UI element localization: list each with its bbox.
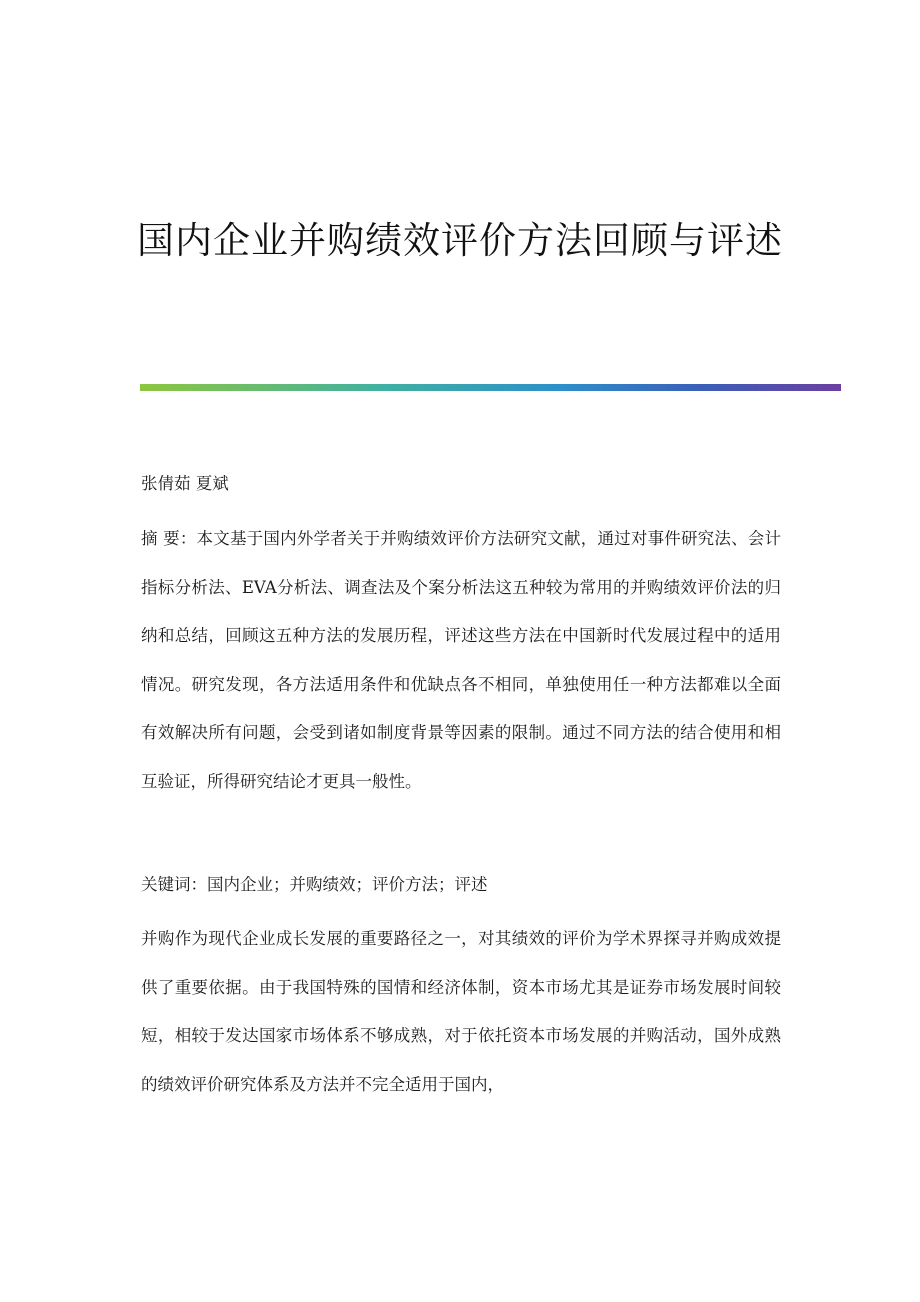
abstract-paragraph: 摘 要：本文基于国内外学者关于并购绩效评价方法研究文献，通过对事件研究法、会计指标分析法、EVA分析法、调查法及个案分析法这五种较为常用的并购绩效评价法的归纳和总结，回顾这五种方法的发展历程，评述这些方法在中国新时代发展过程中的适用情况。研究发现，各方法适用条件和优缺点各不相同，单独使用任一种方法都难以全面有效解决所有问题，会受到诸如制度背景等因素的限制。通过不同方法的结合使用和相互验证，所得研究结论才更具一般性。 xyxy=(141,529,781,791)
body-paragraph: 并购作为现代企业成长发展的重要路径之一，对其绩效的评价为学术界探寻并购成效提供了重要依据。由于我国特殊的国情和经济体制，资本市场尤其是证券市场发展时间较短，相较于发达国家市场体系不够成熟，对于依托资本市场发展的并购活动，国外成熟的绩效评价研究体系及方法并不完全适用于国内， xyxy=(141,929,781,1094)
authors: 张倩茹 夏斌 xyxy=(141,474,229,493)
document-title: 国内企业并购绩效评价方法回顾与评述 xyxy=(137,219,783,262)
keywords: 关键词：国内企业；并购绩效；评价方法；评述 xyxy=(141,875,488,894)
title-divider xyxy=(140,384,841,391)
